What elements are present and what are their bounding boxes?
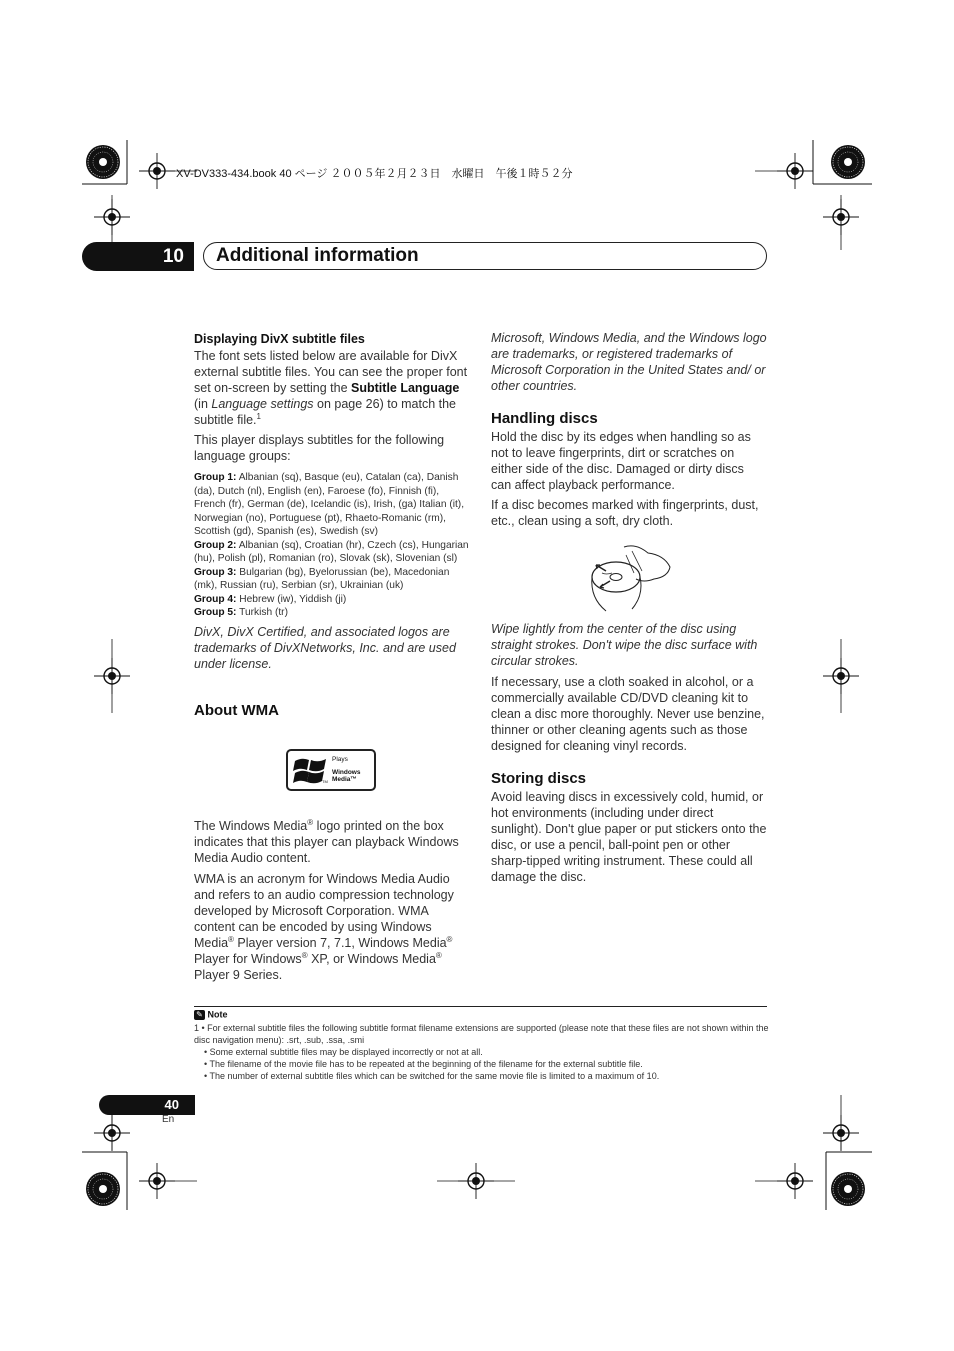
group-item bbox=[194, 539, 470, 566]
handling-paragraph-2: If a disc becomes marked with fingerprints, dust, etc., clean using a soft, dry cloth. bbox=[491, 498, 759, 528]
handling-paragraph-3: If necessary, use a cloth soaked in alcohol, or a commercially available CD/DVD cleaning kit to clean a disc more thoroughly. Never use benzine, thinner or other cleaning agents such as those designed for cleaning vinyl records. bbox=[491, 675, 765, 753]
left-column bbox=[194, 331, 470, 676]
right-column-bottom bbox=[491, 621, 767, 889]
group-label: Group 1: bbox=[194, 472, 237, 483]
wma-p2-c: Player for Windows bbox=[194, 952, 302, 966]
storing-discs-heading: Storing discs bbox=[491, 770, 587, 787]
group-label: Group 4: bbox=[194, 593, 237, 605]
divx-paragraph-2: This player displays subtitles for the following language groups: bbox=[194, 433, 445, 463]
wma-paragraph-2 bbox=[194, 871, 470, 983]
group-item bbox=[194, 606, 470, 620]
chapter-number: 10 bbox=[82, 242, 194, 271]
note-text: The number of external subtitle files which can be switched for the same movie file is limited to a maximum of 10. bbox=[209, 1070, 660, 1081]
wma-paragraph-1 bbox=[194, 818, 470, 866]
divx-p1-text-b: (in bbox=[194, 397, 212, 411]
group-label: Group 5: bbox=[194, 607, 237, 618]
handling-discs-heading: Handling discs bbox=[491, 410, 598, 427]
group-item bbox=[194, 593, 470, 607]
footnote-ref: 1 bbox=[256, 411, 261, 421]
logo-plays: Plays bbox=[332, 756, 348, 763]
note-header bbox=[194, 1008, 769, 1021]
note-text: Some external subtitle files may be displayed incorrectly or not at all. bbox=[209, 1046, 483, 1057]
logo-windows: Windows bbox=[332, 769, 361, 776]
logo-media: Media™ bbox=[332, 776, 357, 783]
wma-p2-b: Player version 7, 7.1, Windows Media bbox=[233, 936, 447, 950]
wma-p2-d: XP, or Windows Media bbox=[307, 952, 436, 966]
group-text: Turkish (tr) bbox=[236, 607, 288, 618]
group-item bbox=[194, 566, 470, 593]
disc-cleaning-illustration bbox=[584, 543, 676, 613]
storing-paragraph: Avoid leaving discs in excessively cold, humid, or hot environments (including under direct sunlight). Don't glue paper or put stickers onto the disc, or use a pencil, ball-point pen or other sharp-tipped writing instrument. These could all damage the disc. bbox=[491, 790, 767, 884]
about-wma-heading: About WMA bbox=[194, 702, 279, 719]
note-divider bbox=[194, 1006, 767, 1007]
print-slug: XV-DV333-434.book 40 ページ ２００５年２月２３日 水曜日 午後１時５２分 bbox=[176, 168, 573, 180]
chapter-title: Additional information bbox=[203, 242, 767, 270]
right-column-top bbox=[491, 330, 767, 533]
divx-heading: Displaying DivX subtitle files bbox=[194, 332, 365, 346]
divx-paragraph-1 bbox=[194, 348, 470, 428]
group-text: Hebrew (iw), Yiddish (ji) bbox=[236, 593, 347, 605]
note-label: Note bbox=[207, 1009, 228, 1020]
wipe-caption: Wipe lightly from the center of the disc using straight strokes. Don't wipe the disc surface with circular strokes. bbox=[491, 622, 758, 668]
registered-mark: ® bbox=[446, 934, 453, 944]
wma-p1-a: The Windows Media bbox=[194, 819, 308, 833]
page-language: En bbox=[162, 1114, 175, 1125]
note-text: The filename of the movie file has to be repeated at the beginning of the filename for the external subtitle file. bbox=[209, 1058, 643, 1069]
handling-paragraph-1: Hold the disc by its edges when handling so as not to leave fingerprints, dirt or scratches on either side of the disc. Damaged or dirty discs can affect playback performance. bbox=[491, 430, 751, 492]
divx-trademark: DivX, DivX Certified, and associated logos are trademarks of DivXNetworks, Inc. and are used under license. bbox=[194, 624, 456, 671]
subtitle-language-term: Subtitle Language bbox=[351, 381, 460, 395]
wma-p2-a: WMA is an acronym for Windows Media Audio and refers to an audio compression technology developed by Microsoft Corporation. WMA content can be encoded by using Windows Media bbox=[194, 872, 454, 950]
page-number: 40 bbox=[99, 1095, 195, 1115]
language-settings-term: Language settings bbox=[211, 397, 314, 411]
note-text: For external subtitle files the following subtitle format filename extensions are supported (please note that these files are not shown within the disc navigation menu): .srt, .sub, .ssa, .smi bbox=[194, 1022, 769, 1045]
group-text: Bulgarian (bg), Byelorussian (be), Macedonian (mk), Russian (ru), Serbian (sr), Ukrainian (uk) bbox=[194, 566, 450, 591]
group-label: Group 3: bbox=[194, 566, 237, 578]
note-item: • Some external subtitle files may be displayed incorrectly or not at all. bbox=[204, 1046, 483, 1057]
registered-mark: ® bbox=[301, 950, 308, 960]
wma-p2-e: Player 9 Series. bbox=[194, 968, 283, 982]
group-item bbox=[194, 471, 470, 539]
wma-text bbox=[194, 818, 470, 987]
note-pencil-icon: ✎ bbox=[194, 1010, 205, 1020]
group-text: Albanian (sq), Basque (eu), Catalan (ca), Danish (da), Dutch (nl), English (en), Faroese (fo), Finnish (fi), French (fr), German (de), Icelandic (is), Irish, (ga) Italian (it), Norwegian (no), Portuguese (pt), Rhaeto-Romanic (rm), Scottish (gd), Spanish (es), Swedish (sv) bbox=[194, 472, 465, 537]
note-item: • The filename of the movie file has to be repeated at the beginning of the filename for the external subtitle file. bbox=[204, 1058, 643, 1069]
note-number: 1 bbox=[194, 1022, 200, 1033]
wma-p1-b: logo printed on the box indicates that this player can playback Windows Media Audio content. bbox=[194, 819, 459, 865]
registered-mark: ® bbox=[228, 934, 234, 944]
notes-section bbox=[194, 1008, 769, 1082]
microsoft-trademark: Microsoft, Windows Media, and the Windows logo are trademarks, or registered trademarks of Microsoft Corporation in the United States and/ or other countries. bbox=[491, 331, 767, 393]
note-item: 1 • For external subtitle files the following subtitle format filename extensions are supported (please note that these files are not shown within the disc navigation menu): .srt, .sub, .ssa, .smi bbox=[194, 1022, 769, 1045]
language-groups bbox=[194, 471, 470, 620]
logo-tm: TM bbox=[322, 779, 328, 784]
group-text: Albanian (sq), Croatian (hr), Czech (cs), Hungarian (hu), Polish (pl), Romanian (ro), Slovak (sk), Slovenian (sl) bbox=[194, 539, 469, 564]
divx-p1-text-a: The font sets listed below are available for DivX external subtitle files. You can see the proper font set on-screen by setting the bbox=[194, 349, 468, 395]
registered-mark: ® bbox=[435, 950, 442, 960]
registered-mark: ® bbox=[307, 817, 314, 827]
windows-media-logo bbox=[286, 749, 376, 791]
note-item: • The number of external subtitle files which can be switched for the same movie file is limited to a maximum of 10. bbox=[204, 1070, 660, 1081]
divx-p1-text-c: on page 26) to match the subtitle file. bbox=[194, 397, 457, 427]
group-label: Group 2: bbox=[194, 539, 237, 551]
